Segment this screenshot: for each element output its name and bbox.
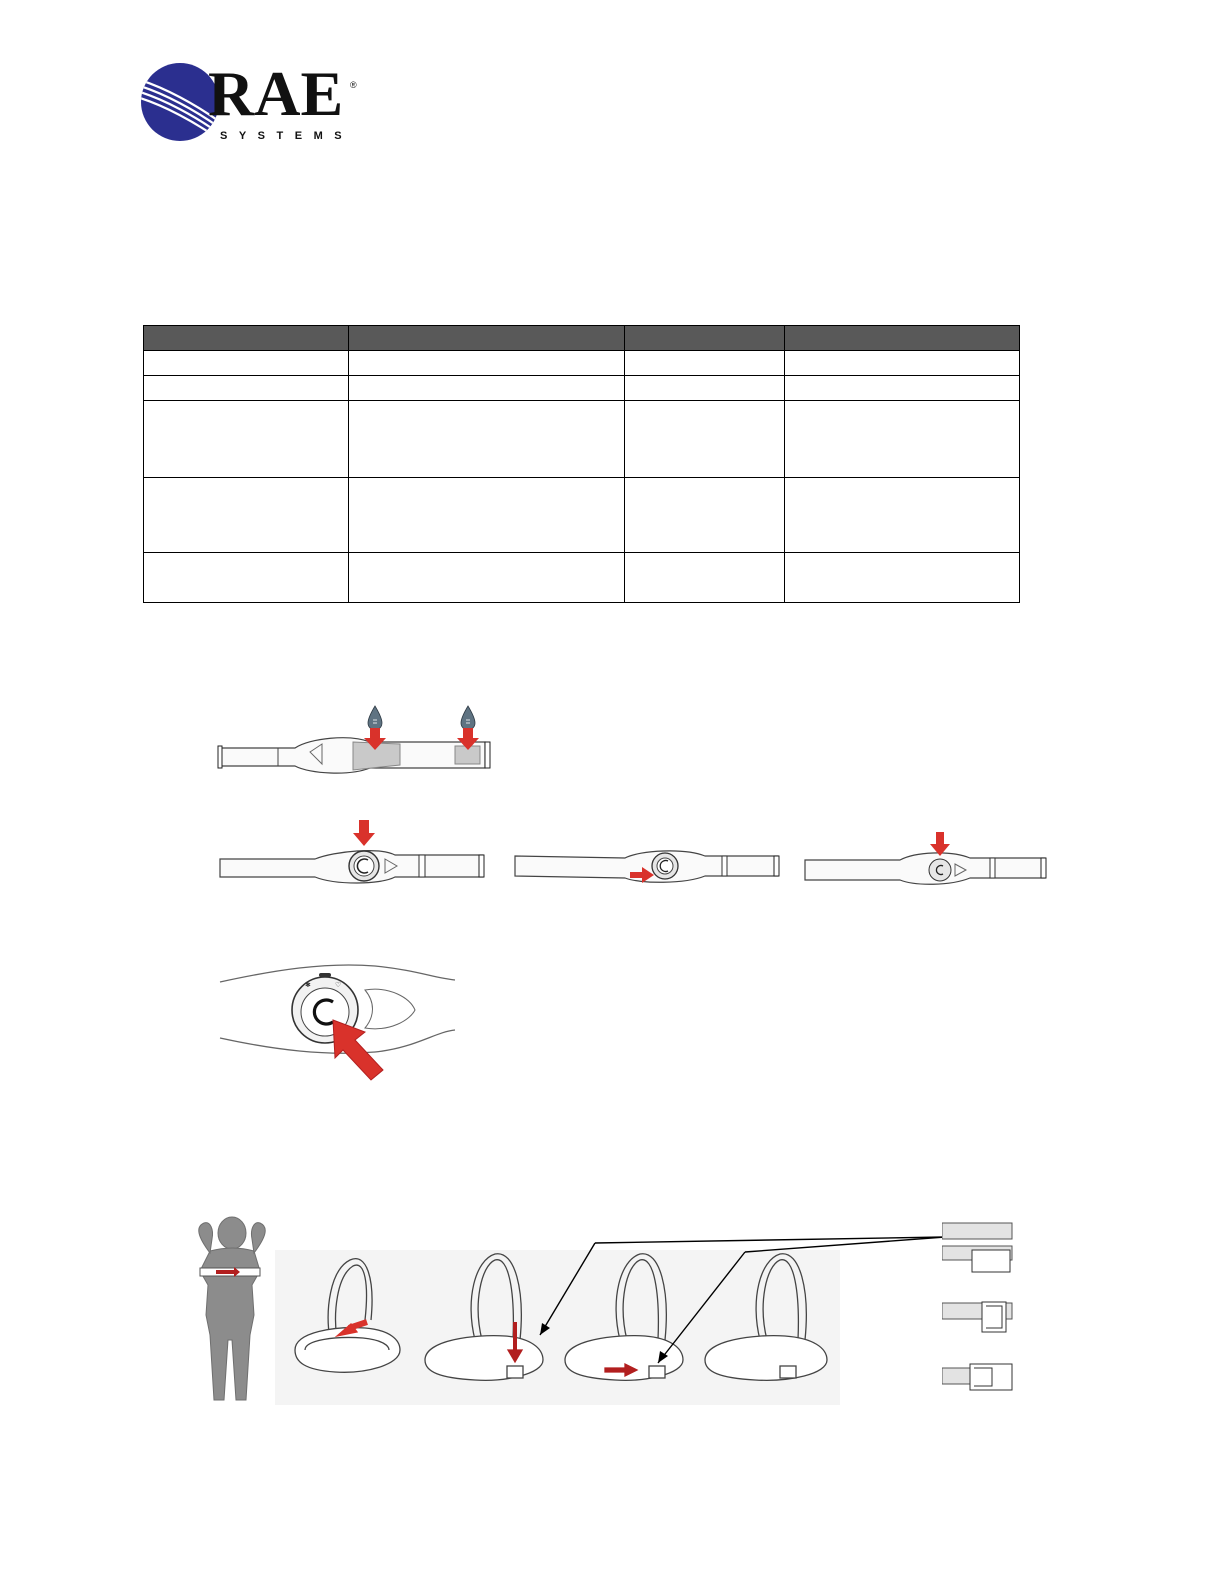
attach-step-2-figure (510, 840, 785, 895)
table-row (144, 401, 1020, 478)
power-button-figure (215, 960, 460, 1085)
table-cell (785, 553, 1020, 603)
registered-mark: ® (350, 80, 357, 90)
table-cell (625, 478, 785, 553)
table-cell (785, 376, 1020, 401)
table-cell (144, 553, 349, 603)
table-header-cell (625, 326, 785, 351)
table-cell (625, 376, 785, 401)
strap-moisten-figure (210, 698, 500, 778)
table-header-cell (144, 326, 349, 351)
buckle-detail-3 (942, 1364, 1012, 1390)
table-cell (349, 376, 625, 401)
table-row (144, 376, 1020, 401)
buckle-detail-1 (942, 1223, 1012, 1272)
table-cell (785, 478, 1020, 553)
table-cell (144, 478, 349, 553)
table-cell (625, 351, 785, 376)
table-cell (349, 401, 625, 478)
logo-subtitle: SYSTEMS (220, 130, 354, 142)
callout-lines (530, 1225, 950, 1370)
table-header-row (144, 326, 1020, 351)
water-drop-icon (461, 706, 475, 730)
logo-wordmark: RAE (208, 58, 344, 129)
table-cell (144, 351, 349, 376)
arrow-down-icon (930, 832, 950, 856)
table-cell (625, 401, 785, 478)
svg-text:♡: ♡ (335, 982, 342, 989)
arrow-down-icon (353, 820, 375, 846)
table-cell (144, 376, 349, 401)
table-header-cell (785, 326, 1020, 351)
table-cell (144, 401, 349, 478)
svg-text:✱: ✱ (305, 982, 311, 989)
table-row (144, 478, 1020, 553)
buckle-detail-2 (942, 1302, 1012, 1332)
table-row (144, 351, 1020, 376)
person-wearing-strap-figure (180, 1215, 280, 1410)
table-cell (349, 351, 625, 376)
rae-systems-logo (140, 60, 365, 150)
attach-step-3-figure (800, 830, 1055, 890)
attach-step-1-figure (215, 815, 490, 890)
table-header-cell (349, 326, 625, 351)
table-cell (349, 553, 625, 603)
table-cell (625, 553, 785, 603)
water-drop-icon (368, 706, 382, 730)
buckle-detail-figure (942, 1218, 1022, 1403)
table-cell (349, 478, 625, 553)
specification-table (143, 325, 1020, 603)
table-cell (785, 401, 1020, 478)
table-row (144, 553, 1020, 603)
table-cell (785, 351, 1020, 376)
